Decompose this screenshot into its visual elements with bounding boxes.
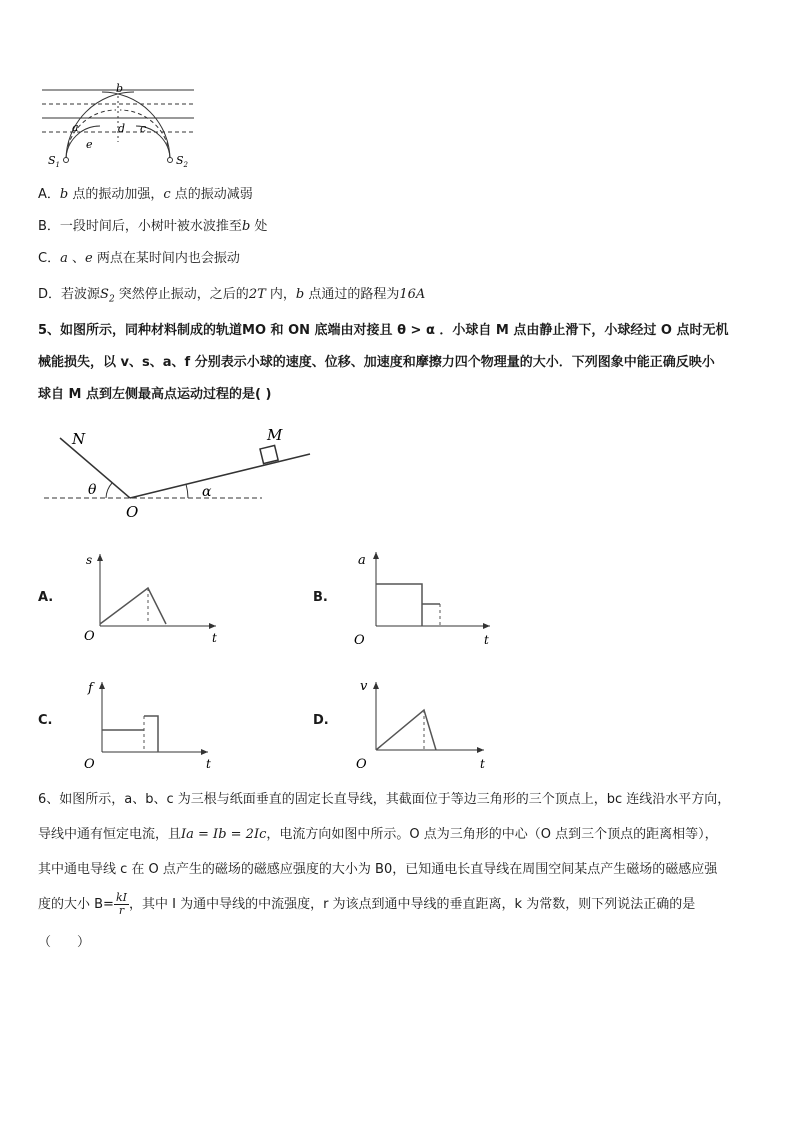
graph-b-ylabel: a bbox=[358, 553, 366, 568]
wave-label-a: a bbox=[72, 121, 79, 134]
q6-stem-line2: 导线中通有恒定电流，且Ia = Ib = 2Ic，电流方向如图中所示。O 点为三角形的中心（O 点到三个顶点的距离相等）， bbox=[38, 827, 718, 842]
graph-b-label: B. bbox=[313, 590, 328, 605]
graph-a-origin: O bbox=[84, 629, 95, 644]
graph-a-ylabel: s bbox=[86, 553, 93, 567]
incline-label-m: M bbox=[267, 426, 283, 444]
incline-figure bbox=[38, 420, 318, 520]
incline-label-theta: θ bbox=[88, 482, 97, 498]
graph-a-s-t bbox=[80, 548, 230, 644]
wave-interference-figure bbox=[38, 82, 198, 172]
q5-stem-line3: 球自 M 点到左侧最高点运动过程的是( ) bbox=[38, 387, 272, 402]
q5-stem-line2: 械能损失，以 v、s、a、f 分别表示小球的速度、位移、加速度和摩擦力四个物理量的大小．下列图象中能正确反映小 bbox=[38, 355, 715, 370]
graph-b-xlabel: t bbox=[484, 633, 489, 647]
graph-c-ylabel: f bbox=[88, 681, 93, 696]
graph-b-a-t bbox=[350, 548, 500, 648]
q5-stem-line1: 5、如图所示，同种材料制成的轨道MO 和 ON 底端由对接且 θ > α ．小球自 M 点由静止滑下，小球经过 O 点时无机 bbox=[38, 323, 729, 338]
q4-option-b: B．一段时间后，小树叶被水波推至b 处 bbox=[38, 219, 268, 234]
graph-a-xlabel: t bbox=[212, 631, 217, 644]
graph-d-origin: O bbox=[356, 757, 367, 772]
q6-stem-line4: 度的大小 B= $\frac{kI}{r}$ ，其中 I 为通中导线的中流强度，r 为该点到通中导线的垂直距离，k 为常数，则下列说法正确的是 bbox=[38, 891, 696, 917]
wave-label-s1: $S_1$ bbox=[48, 154, 61, 169]
wave-label-d: d bbox=[118, 122, 126, 135]
incline-label-alpha: α bbox=[202, 484, 212, 500]
graph-d-v-t bbox=[350, 676, 500, 772]
q4-option-c: C．a 、e 两点在某时间内也会振动 bbox=[38, 251, 240, 266]
q4-option-d: D．若波源$S_2$ 突然停止振动，之后的2T 内，b 点通过的路程为16A bbox=[38, 287, 426, 305]
graph-d-ylabel: v bbox=[360, 679, 368, 694]
incline-label-o: O bbox=[126, 503, 139, 520]
graph-c-f-t bbox=[80, 676, 230, 772]
graph-c-origin: O bbox=[84, 757, 95, 772]
wave-label-s2: $S_2$ bbox=[176, 154, 189, 169]
graph-c-label: C. bbox=[38, 713, 53, 728]
q6-stem-line1: 6、如图所示，a、b、c 为三根与纸面垂直的固定长直导线，其截面位于等边三角形的三个顶点上，bc 连线沿水平方向， bbox=[38, 792, 731, 807]
graph-b-origin: O bbox=[354, 633, 365, 648]
formula-fraction: $\frac{kI}{r}$ bbox=[115, 891, 127, 917]
q6-stem-line3: 其中通电导线 c 在 O 点产生的磁场的磁感应强度的大小为 B0，已知通电长直导线在周围空间某点产生磁场的磁感应强 bbox=[38, 862, 718, 877]
graph-a-label: A. bbox=[38, 590, 54, 605]
graph-d-xlabel: t bbox=[480, 757, 485, 771]
wave-label-c: c bbox=[140, 122, 147, 135]
wave-label-b: b bbox=[116, 82, 124, 95]
incline-label-n: N bbox=[72, 430, 86, 448]
q6-stem-line5: （ ） bbox=[38, 935, 91, 950]
q4-option-a: A．b 点的振动加强，c 点的振动减弱 bbox=[38, 187, 253, 202]
graph-d-label: D. bbox=[313, 713, 329, 728]
graph-c-xlabel: t bbox=[206, 757, 211, 771]
wave-label-e: e bbox=[86, 138, 93, 151]
